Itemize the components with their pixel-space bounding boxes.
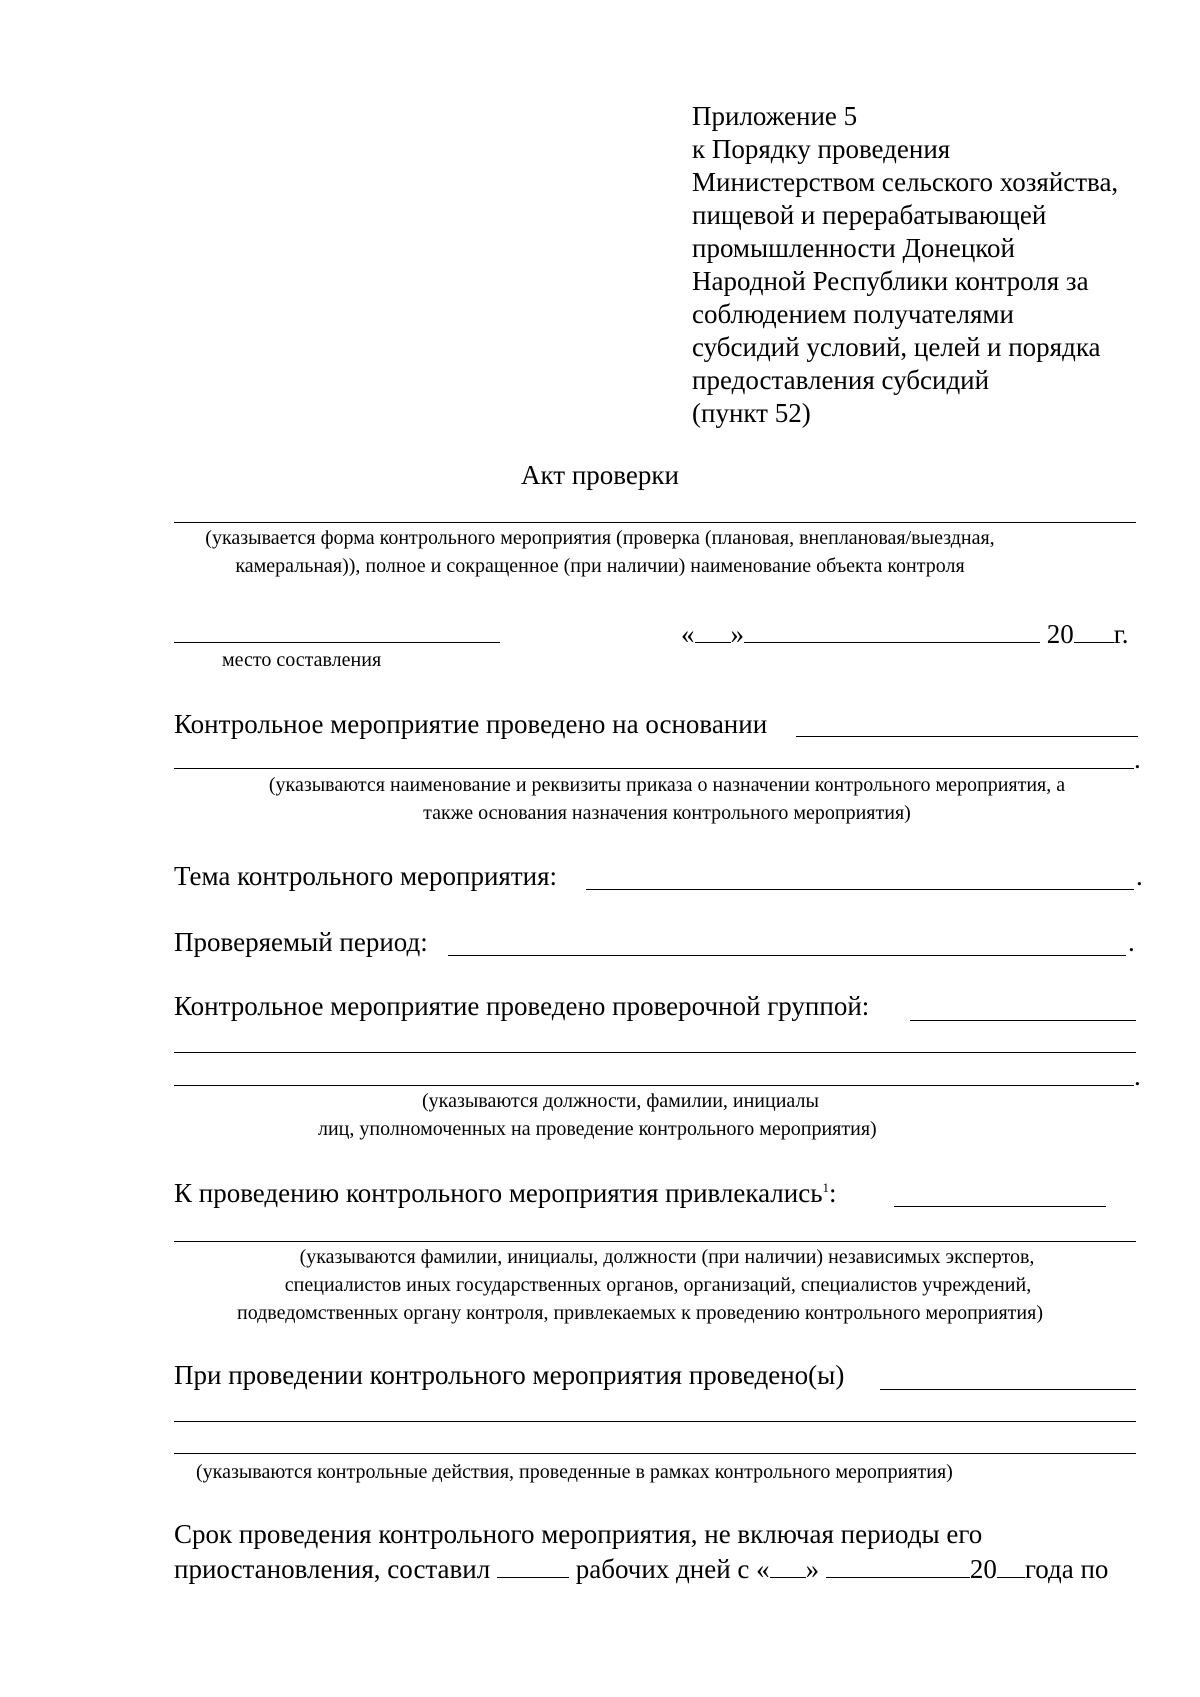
topic-end-dot: . (1136, 861, 1143, 891)
date-month-blank[interactable] (744, 620, 1040, 643)
date-year-prefix: 20 (1046, 619, 1074, 649)
date-year-blank[interactable] (1074, 620, 1114, 643)
appendix-line: пищевой и перерабатывающей (692, 200, 1047, 230)
appendix-line: Народной Республики контроля за (692, 266, 1089, 296)
duration-text-1: приостановления, составил (174, 1554, 491, 1584)
actions-note: (указываются контрольные действия, проведенные в рамках контрольного мероприятия) (196, 1461, 953, 1483)
footnote-marker: 1 (822, 1180, 830, 1195)
experts-note-line1: (указываются фамилии, инициалы, должности (при наличии) независимых экспертов, (299, 1246, 1035, 1268)
date-close-quote: » (730, 619, 744, 649)
form-note-line2: камеральная)), полное и сокращенное (при наличии) наименование объекта контроля (235, 555, 965, 577)
group-blank-line-2[interactable] (174, 1052, 1136, 1053)
appendix-line: соблюдением получателями (692, 299, 1014, 329)
place-blank-line[interactable] (174, 642, 500, 643)
topic-blank-line[interactable] (586, 889, 1134, 890)
duration-year-prefix: 20 (969, 1554, 997, 1584)
actions-label: При проведении контрольного мероприятия проведено(ы) (174, 1360, 845, 1390)
duration-month-blank[interactable] (826, 1555, 970, 1578)
period-end-dot: . (1128, 927, 1135, 957)
group-label: Контрольное мероприятие проведено проверочной группой: (174, 991, 870, 1021)
appendix-line: промышленности Донецкой (692, 233, 1015, 263)
basis-label: Контрольное мероприятие проведено на основании (174, 709, 768, 739)
period-blank-line[interactable] (448, 955, 1126, 956)
appendix-line: предоставления субсидий (692, 365, 990, 395)
duration-text-3: » (805, 1554, 820, 1584)
group-blank-line-1[interactable] (910, 1020, 1136, 1021)
experts-note-line2: специалистов иных государственных органов, организаций, специалистов учреждений, (284, 1274, 1032, 1296)
appendix-line: Министерством сельского хозяйства, (692, 167, 1119, 197)
appendix-line: Приложение 5 (692, 101, 858, 131)
experts-note-line3: подведомственных органу контроля, привлекаемых к проведению контрольного мероприятия) (237, 1302, 1043, 1324)
date-year-suffix: г. (1113, 619, 1129, 649)
appendix-line: (пункт 52) (692, 398, 811, 428)
duration-text-5: года по (1024, 1554, 1109, 1584)
actions-blank-line-3[interactable] (174, 1453, 1136, 1454)
duration-year-blank[interactable] (997, 1555, 1025, 1578)
appendix-line: субсидий условий, целей и порядка (692, 332, 1101, 362)
experts-blank-line-2[interactable] (174, 1241, 1136, 1242)
group-blank-line-3[interactable] (174, 1085, 1134, 1086)
period-label: Проверяемый период: (174, 927, 428, 957)
group-end-dot: . (1134, 1061, 1141, 1091)
appendix-header (692, 100, 1118, 430)
topic-label: Тема контрольного мероприятия: (174, 861, 557, 891)
experts-blank-line-1[interactable] (894, 1206, 1106, 1207)
document-title: Акт проверки (521, 460, 679, 490)
form-blank-line[interactable] (174, 522, 1136, 523)
duration-day-blank[interactable] (770, 1555, 806, 1578)
form-note-line1: (указывается форма контрольного мероприятия (проверка (плановая, внеплановая/выездная, (205, 527, 995, 549)
group-note-line1: (указываются должности, фамилии, инициалы (422, 1090, 819, 1112)
basis-end-dot: . (1134, 744, 1141, 774)
experts-label: К проведению контрольного мероприятия привлекались (174, 1178, 823, 1208)
date-field[interactable] (681, 620, 1129, 648)
duration-days-blank[interactable] (497, 1555, 569, 1578)
date-open-quote: « (681, 619, 695, 649)
actions-blank-line-1[interactable] (880, 1389, 1136, 1390)
actions-blank-line-2[interactable] (174, 1421, 1136, 1422)
duration-line2 (174, 1555, 1108, 1583)
basis-note-line2: также основания назначения контрольного мероприятия) (423, 802, 911, 824)
duration-line1: Срок проведения контрольного мероприятия, не включая периоды его (174, 1519, 983, 1549)
group-note-line2: лиц, уполномоченных на проведение контрольного мероприятия) (318, 1118, 877, 1140)
basis-note-line1: (указываются наименование и реквизиты приказа о назначении контрольного мероприятия, а (268, 774, 1066, 796)
basis-blank-line-1[interactable] (796, 736, 1138, 737)
appendix-line: к Порядку проведения (692, 134, 951, 164)
experts-label-row (174, 1180, 837, 1207)
basis-blank-line-2[interactable] (174, 768, 1134, 769)
place-label: место составления (222, 649, 382, 671)
date-day-blank[interactable] (695, 620, 731, 643)
experts-colon: : (829, 1178, 837, 1208)
duration-text-2: рабочих дней с « (575, 1554, 770, 1584)
